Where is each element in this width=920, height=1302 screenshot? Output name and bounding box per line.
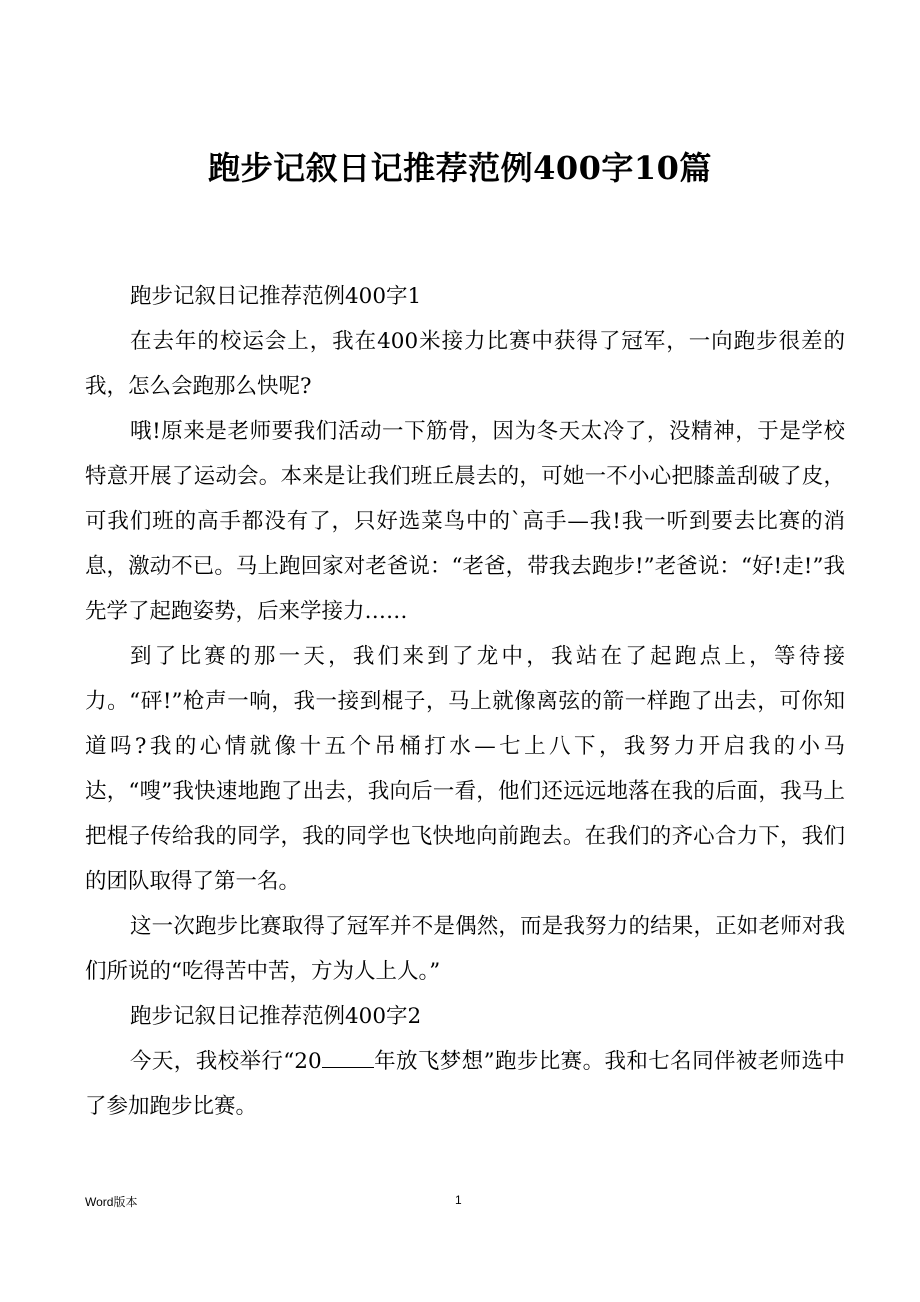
blank-underline: [322, 1047, 374, 1068]
paragraph: 哦!原来是老师要我们活动一下筋骨，因为冬天太冷了，没精神，于是学校特意开展了运动会。本来是让我们班丘晨去的，可她一不小心把膝盖刮破了皮，可我们班的高手都没有了，只好选菜鸟中的`高手—我!我一听到要去比赛的消息，激动不已。马上跑回家对老爸说：“老爸，带我去跑步!”老爸说：“好!走!”我先学了起跑姿势，后来学接力……: [85, 419, 845, 624]
paragraph: [85, 1039, 845, 1129]
footer-label: Word版本: [85, 1195, 138, 1209]
page-title: 跑步记叙日记推荐范例400字10篇: [208, 149, 712, 187]
paragraph-text-after-blank: 年放飞梦想”跑步比赛。我和七名同伴被老师选中了参加跑步比赛。: [85, 1049, 845, 1119]
paragraph: 在去年的校运会上，我在400米接力比赛中获得了冠军，一向跑步很差的我，怎么会跑那么快呢?: [85, 329, 845, 399]
section-heading-1: 跑步记叙日记推荐范例400字1: [130, 284, 422, 309]
paragraph: 到了比赛的那一天，我们来到了龙中，我站在了起跑点上，等待接力。“砰!”枪声一响，我一接到棍子，马上就像离弦的箭一样跑了出去，可你知道吗?我的心情就像十五个吊桶打水—七上八下，我努力开启我的小马达，“嗖”我快速地跑了出去，我向后一看，他们还远远地落在我的后面，我马上把棍子传给我的同学，我的同学也飞快地向前跑去。在我们的齐心合力下，我们的团队取得了第一名。: [85, 644, 845, 894]
document-body: [85, 274, 845, 1129]
footer-page-number: 1: [455, 1193, 462, 1207]
section-heading-2: 跑步记叙日记推荐范例400字2: [130, 1004, 422, 1029]
paragraph: 这一次跑步比赛取得了冠军并不是偶然，而是我努力的结果，正如老师对我们所说的“吃得苦中苦，方为人上人。”: [85, 914, 845, 984]
page-footer: [0, 1193, 920, 1213]
paragraph-text-before-blank: 今天，我校举行“20: [130, 1049, 322, 1074]
